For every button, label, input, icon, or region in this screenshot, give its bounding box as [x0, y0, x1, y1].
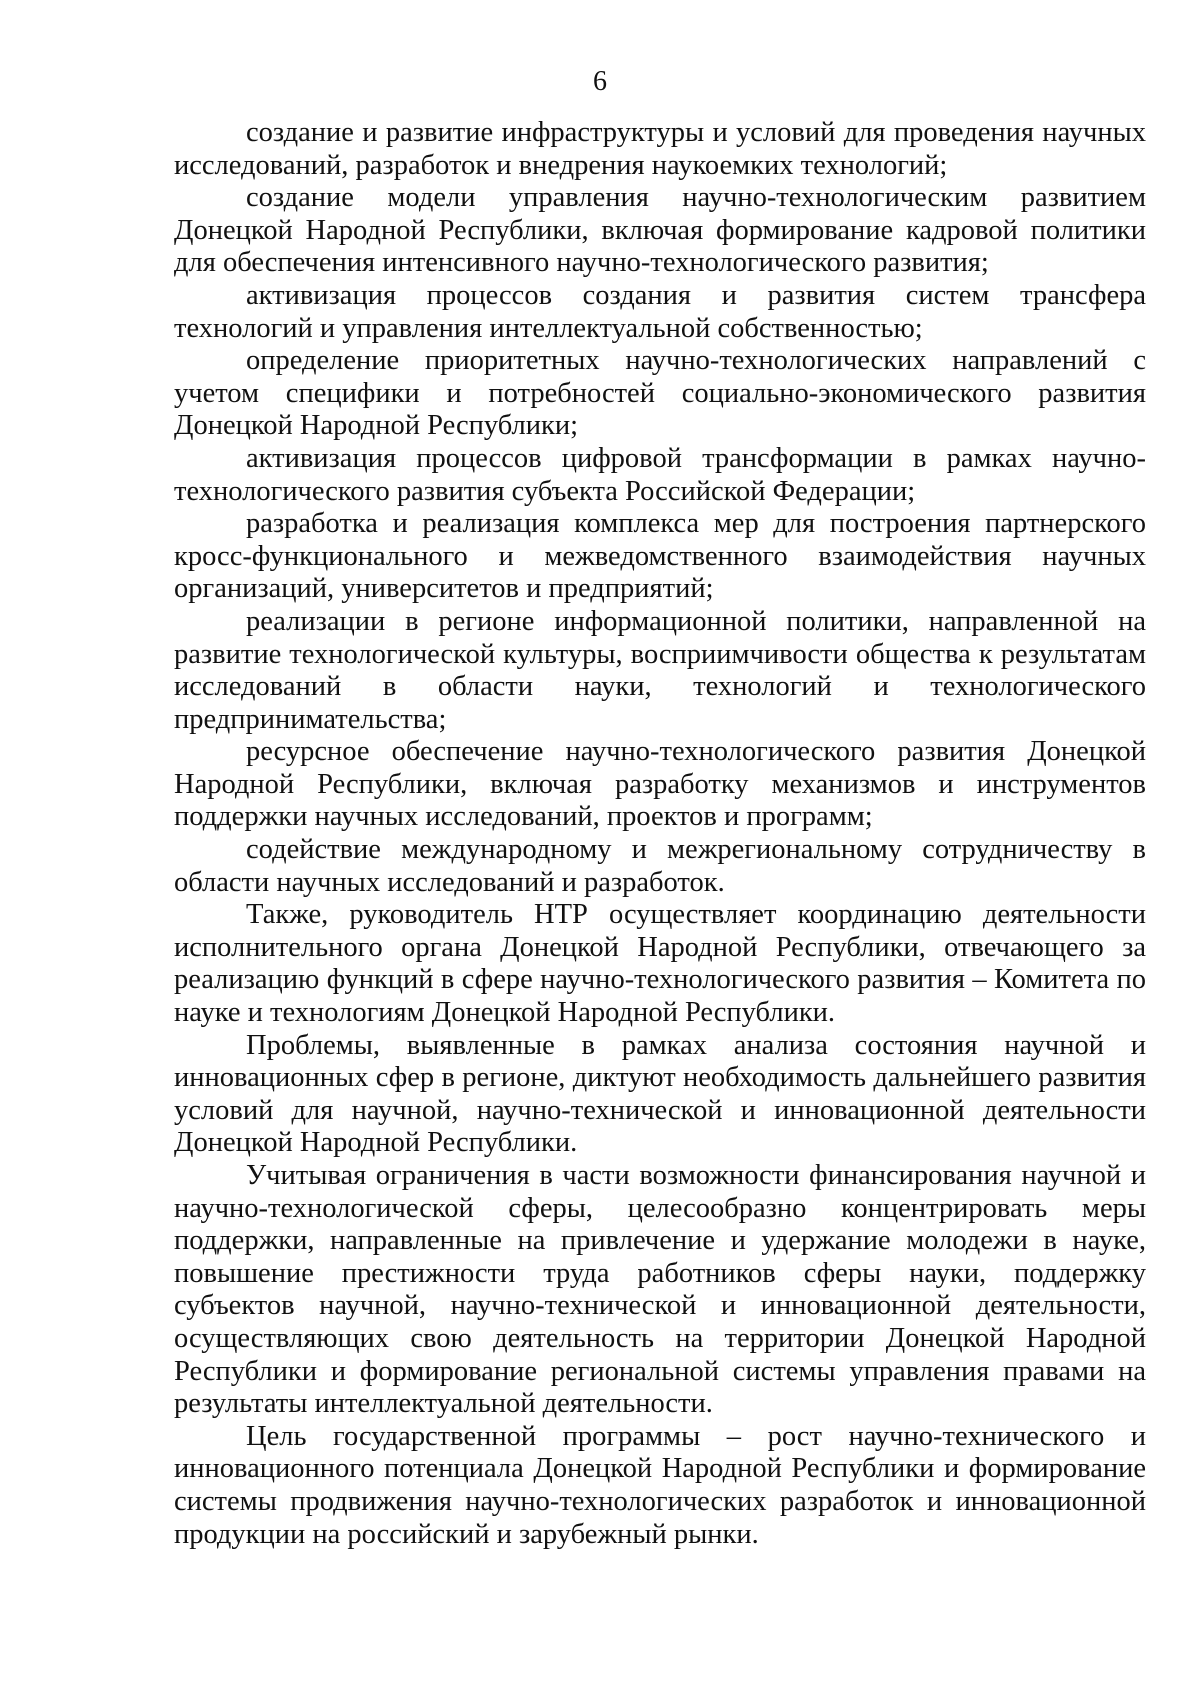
- paragraph-management-model: создание модели управления научно-технологическим развитием Донецкой Народной Республики, включая формирование кадровой политики для обеспечения интенсивного научно-технологического развития;: [174, 182, 1146, 279]
- paragraph-resource-support: ресурсное обеспечение научно-технологического развития Донецкой Народной Республики, включая разработку механизмов и инструментов поддержки научных исследований, проектов и программ;: [174, 736, 1146, 833]
- paragraph-funding-limits: Учитывая ограничения в части возможности финансирования научной и научно-технологической сферы, целесообразно концентрировать меры поддержки, направленные на привлечение и удержание молодежи в науке, повышение престижности труда работников сферы науки, поддержку субъектов научной, научно-технической и инновационной деятельности, осуществляющих свою деятельность на территории Донецкой Народной Республики и формирование региональной системы управления правами на результаты интеллектуальной деятельности.: [174, 1160, 1146, 1420]
- paragraph-problems: Проблемы, выявленные в рамках анализа состояния научной и инновационных сфер в регионе, диктуют необходимость дальнейшего развития условий для научной, научно-технической и инновационной деятельности Донецкой Народной Республики.: [174, 1029, 1146, 1159]
- paragraph-program-goal: Цель государственной программы – рост научно-технического и инновационного потенциала Донецкой Народной Республики и формирование системы продвижения научно-технологических разработок и инновационной продукции на российский и зарубежный рынки.: [174, 1420, 1146, 1550]
- document-body: [174, 117, 1146, 1551]
- paragraph-coordination: Также, руководитель НТР осуществляет координацию деятельности исполнительного органа Донецкой Народной Республики, отвечающего за реализацию функций в сфере научно-технологического развития – Комитета по науке и технологиям Донецкой Народной Республики.: [174, 899, 1146, 1029]
- paragraph-digital-transformation: активизация процессов цифровой трансформации в рамках научно-технологического развития субъекта Российской Федерации;: [174, 442, 1146, 507]
- paragraph-priority-directions: определение приоритетных научно-технологических направлений с учетом специфики и потребностей социально-экономического развития Донецкой Народной Республики;: [174, 345, 1146, 442]
- paragraph-technology-transfer: активизация процессов создания и развития систем трансфера технологий и управления интеллектуальной собственностью;: [174, 279, 1146, 344]
- paragraph-information-policy: реализации в регионе информационной политики, направленной на развитие технологической культуры, восприимчивости общества к результатам исследований в области науки, технологий и технологического предпринимательства;: [174, 605, 1146, 735]
- paragraph-partnership-measures: разработка и реализация комплекса мер для построения партнерского кросс-функционального и межведомственного взаимодействия научных организаций, университетов и предприятий;: [174, 508, 1146, 605]
- paragraph-infrastructure: создание и развитие инфраструктуры и условий для проведения научных исследований, разработок и внедрения наукоемких технологий;: [174, 117, 1146, 181]
- paragraph-cooperation: содействие международному и межрегиональному сотрудничеству в области научных исследований и разработок.: [174, 834, 1146, 898]
- page-number: 6: [593, 66, 607, 97]
